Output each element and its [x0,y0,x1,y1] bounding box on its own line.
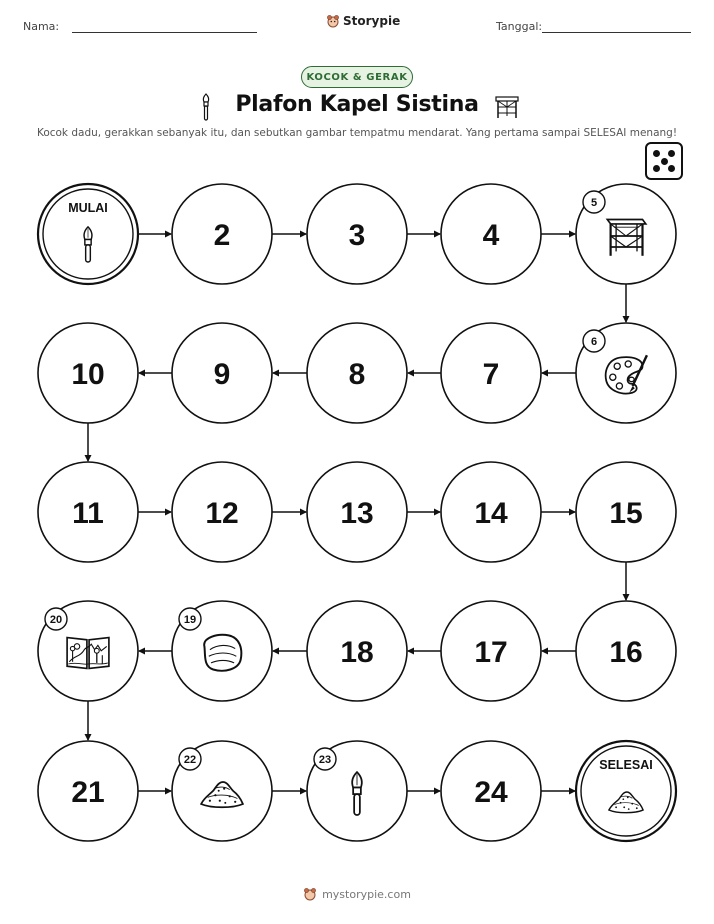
activity-badge: KOCOK & GERAK [301,66,413,88]
space-number: 19 [183,614,197,626]
space-number: 10 [71,358,105,391]
space-number: 11 [72,497,104,530]
paintbrush-icon [352,772,362,815]
space-number: 20 [49,614,63,626]
board-space-11 [38,462,138,562]
space-number: 9 [213,358,231,391]
board-space-24 [441,741,541,841]
plaster-lump-icon [204,635,241,671]
board-space-17 [441,601,541,701]
space-number: 15 [609,497,643,530]
board-space-9 [172,323,272,423]
space-number: 16 [609,636,643,669]
paintbrush-icon [84,227,92,262]
footer-site: mystorypie.com [322,887,411,901]
space-number: 13 [340,497,374,530]
board-space-15 [576,462,676,562]
space-number: 12 [205,497,239,530]
board-space-mulai [38,184,138,284]
space-number: 4 [482,219,500,252]
board-space-6 [576,323,676,423]
board-space-18 [307,601,407,701]
space-circle [576,741,676,841]
space-number: 14 [474,497,508,530]
start-label: MULAI [68,201,108,215]
space-number: 22 [183,754,197,766]
date-label: Tanggal: [496,20,543,33]
space-number: 3 [348,219,366,252]
board-space-5 [576,184,676,284]
board-spaces [38,184,676,841]
board-space-23 [307,741,407,841]
finish-label: SELESAI [599,758,653,772]
space-number: 23 [318,754,332,766]
board-space-selesai [576,741,676,841]
board-space-16 [576,601,676,701]
board-space-10 [38,323,138,423]
space-number: 6 [590,336,598,348]
space-number: 7 [482,358,500,391]
board-space-8 [307,323,407,423]
storypie-mascot-icon [303,887,317,901]
board-space-21 [38,741,138,841]
space-number: 5 [590,197,598,209]
board-space-4 [441,184,541,284]
board-space-3 [307,184,407,284]
space-number: 17 [474,636,508,669]
space-number: 21 [71,776,105,809]
board-space-13 [307,462,407,562]
board-space-14 [441,462,541,562]
instructions-text: Kocok dadu, gerakkan sebanyak itu, dan sebutkan gambar tempatmu mendarat. Yang pertama sampai SELESAI menang! [36,127,678,139]
space-number: 18 [340,636,374,669]
name-label: Nama: [23,20,60,33]
board-space-7 [441,323,541,423]
space-number: 24 [474,776,508,809]
footer [0,887,714,901]
brand-name: Storypie [343,14,401,28]
board-space-20 [38,601,138,701]
page-title: Plafon Kapel Sistina [235,92,479,117]
space-number: 2 [213,219,231,252]
board-space-2 [172,184,272,284]
board-space-19 [172,601,272,701]
space-number: 8 [348,358,366,391]
board-space-22 [172,741,272,841]
board-space-12 [172,462,272,562]
